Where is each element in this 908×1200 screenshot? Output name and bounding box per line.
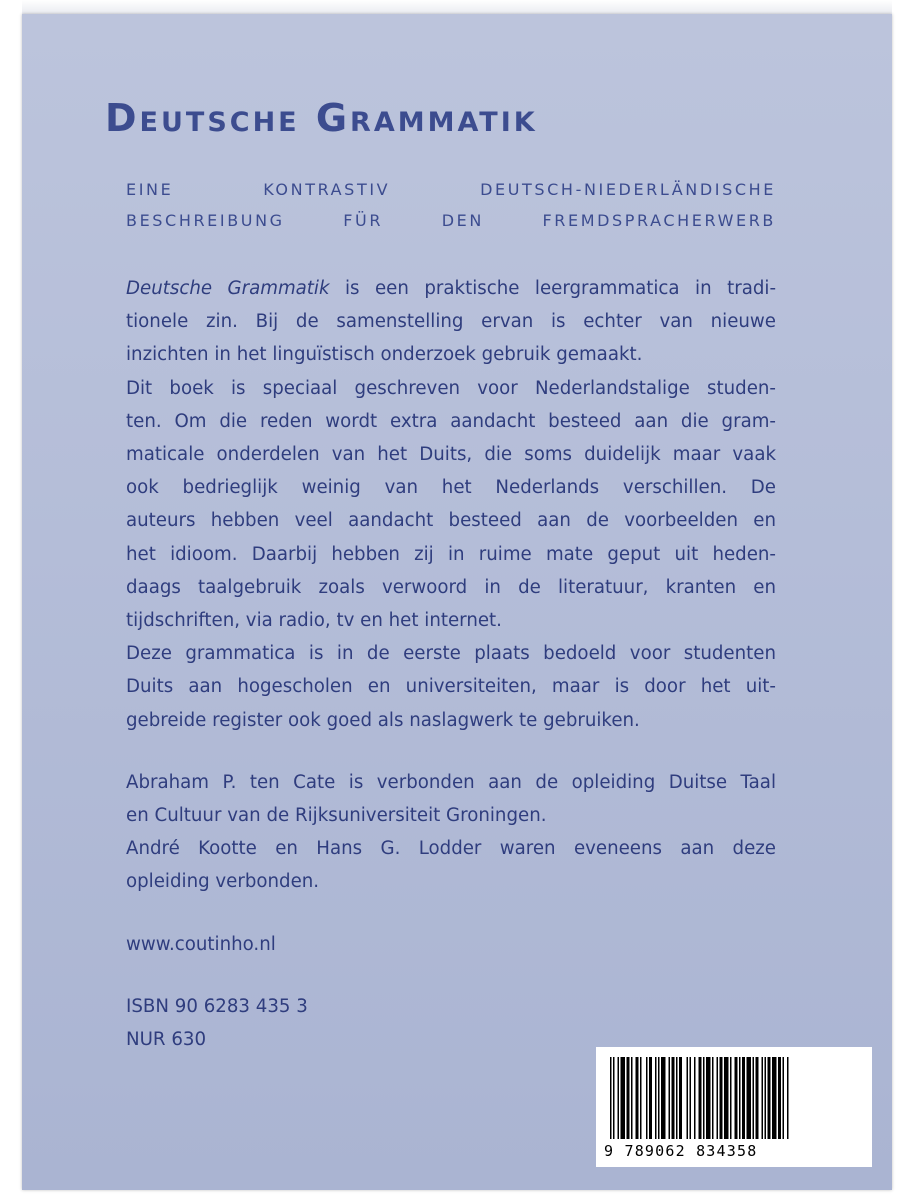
barcode-bar	[690, 1057, 692, 1139]
barcode-bar	[787, 1057, 789, 1139]
barcode-bar	[658, 1057, 660, 1139]
description-line	[126, 272, 776, 305]
barcode-bar	[676, 1057, 678, 1139]
barcode-bar	[730, 1057, 732, 1139]
book-subtitle	[126, 174, 776, 236]
barcode-bar	[613, 1057, 615, 1139]
subtitle-line: BESCHREIBUNG FÜR DEN FREMDSPRACHERWERB	[126, 211, 776, 230]
description-line: ten. Om die reden wordt extra aandacht besteed aan die gram-	[126, 410, 776, 432]
author-line: André Kootte en Hans G. Lodder waren eveneens aan deze	[126, 838, 776, 860]
description-line: Dit boek is speciaal geschreven voor Nederlandstalige studen-	[126, 377, 776, 399]
description-line: auteurs hebben veel aandacht besteed aan de voorbeelden en	[126, 510, 776, 532]
barcode-sticker	[596, 1047, 872, 1167]
barcode-bar	[646, 1057, 648, 1139]
barcode-bar	[699, 1057, 702, 1139]
paragraph-gap	[126, 899, 776, 928]
isbn-number: ISBN 90 6283 435 3	[126, 995, 308, 1017]
description-line: ook bedrieglijk weinig van het Nederlands verschillen. De	[126, 477, 776, 499]
barcode-bar	[621, 1057, 626, 1139]
barcode-bar	[712, 1057, 714, 1139]
description-line: inzichten in het linguïstisch onderzoek gebruik gemaakt.	[126, 344, 643, 366]
barcode-bar	[768, 1057, 771, 1139]
barcode-bar	[742, 1057, 745, 1139]
barcode-bar	[627, 1057, 630, 1139]
barcode-bar	[703, 1057, 705, 1139]
barcode-bar	[756, 1057, 759, 1139]
book-title-inline: Deutsche Grammatik	[126, 278, 330, 299]
barcode-bar	[636, 1057, 639, 1139]
barcode-bar	[618, 1057, 620, 1139]
author-line: opleiding verbonden.	[126, 871, 320, 893]
barcode-bar	[687, 1057, 689, 1139]
back-cover-text	[126, 272, 776, 1056]
barcode-bar	[679, 1057, 682, 1139]
barcode-bar	[661, 1057, 666, 1139]
description-line: Deze grammatica is in de eerste plaats bedoeld voor studenten	[126, 643, 776, 665]
description-line: maticale onderdelen van het Duits, die soms duidelijk maar vaak	[126, 444, 776, 466]
paragraph-gap	[126, 961, 776, 990]
barcode-bar	[724, 1057, 729, 1139]
barcode-bar	[694, 1057, 696, 1139]
barcode-bar	[649, 1057, 652, 1139]
page-top-edge	[22, 0, 892, 14]
barcode-bar	[783, 1057, 785, 1139]
author-line: en Cultuur van de Rijksuniversiteit Groningen.	[126, 805, 547, 827]
barcode-bar	[762, 1057, 764, 1139]
book-title: Deutsche Grammatik	[105, 96, 538, 140]
barcode-bar	[610, 1057, 612, 1139]
barcode-digits: 9 789062 834358	[604, 1142, 758, 1160]
paragraph-gap	[126, 737, 776, 766]
barcode-bar	[772, 1057, 777, 1139]
description-line: Duits aan hogescholen en universiteiten, maar is door het uit-	[126, 676, 776, 698]
description-line-text: is een praktische leergrammatica in tradi-	[329, 278, 777, 299]
description-line: het idioom. Daarbij hebben zij in ruime mate geput uit heden-	[126, 543, 776, 565]
barcode-bar	[706, 1057, 711, 1139]
nur-code: NUR 630	[126, 1029, 207, 1051]
barcode-bar	[669, 1057, 671, 1139]
barcode-bar	[672, 1057, 675, 1139]
barcode-bar	[735, 1057, 738, 1139]
barcode-bar	[778, 1057, 781, 1139]
barcode-bar	[640, 1057, 642, 1139]
barcode-bar	[720, 1057, 723, 1139]
barcode-bar	[717, 1057, 719, 1139]
description-line: daags taalgebruik zoals verwoord in de literatuur, kranten en	[126, 576, 776, 598]
barcode-bar	[765, 1057, 767, 1139]
description-line: tionele zin. Bij de samenstelling ervan is echter van nieuwe	[126, 311, 776, 333]
publisher-website: www.coutinho.nl	[126, 933, 276, 955]
barcode-bar	[753, 1057, 755, 1139]
subtitle-line: EINE KONTRASTIV DEUTSCH-NIEDERLÄNDISCHE	[126, 180, 776, 199]
barcode-bar	[655, 1057, 657, 1139]
description-line: tijdschriften, via radio, tv en het internet.	[126, 610, 502, 632]
barcode-icon	[606, 1057, 862, 1139]
barcode-bar	[747, 1057, 752, 1139]
barcode-bar	[631, 1057, 633, 1139]
description-line: gebreide register ook goed als naslagwerk te gebruiken.	[126, 709, 640, 731]
barcode-bar	[739, 1057, 741, 1139]
author-line: Abraham P. ten Cate is verbonden aan de opleiding Duitse Taal	[126, 771, 776, 793]
